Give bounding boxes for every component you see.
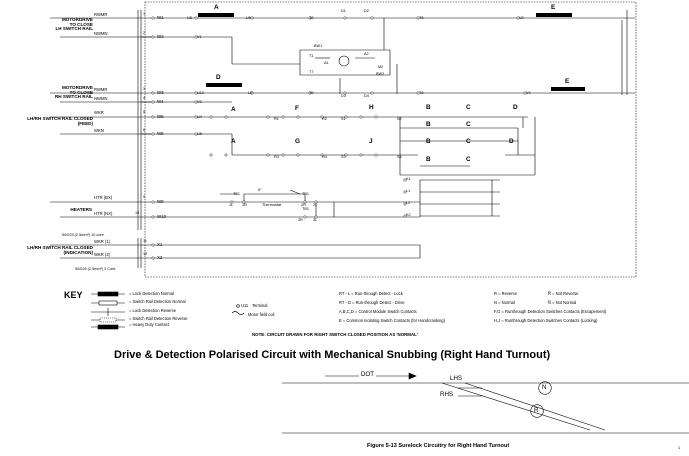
thermostat-label: Thermostat [262,203,282,207]
contact-e-top: E [551,4,556,11]
contact-c1: C [466,104,471,111]
contact-a-top: A [214,4,219,11]
terminal-x1: X1 [157,242,163,247]
wire-nwmn: NWMN [94,31,108,36]
terminal-v2: V2 [519,16,524,20]
contact-c2: C [466,121,471,128]
contact-a-mid: A [231,106,236,113]
terminal-v3: V3 [197,100,202,104]
figure-caption: Figure 5-13 Surelock Circuitry for Right Hand Turnout [367,443,510,449]
key-row: = Heavy Duty Contact [129,322,169,327]
terminal-3r: 3R [298,218,303,222]
terminal-d3: D3 [341,94,346,98]
terminal-d2: D2 [364,9,369,13]
terminal-s1: S1 [341,117,346,121]
key-row: N̅ = Not Normal [548,300,577,305]
contact-b3: B [426,138,431,145]
key-row: = Switch Rail Detection Reverse [129,316,188,321]
terminal-v1: V1 [197,35,202,39]
wire-htr-bx: HTR (BX) [94,195,113,200]
terminal-u4: U4 [197,115,202,119]
terminal-d1: D1 [341,9,346,13]
key-row: H,J = Runthrough Detection Switches Contacts (Locking) [494,318,598,323]
turnout-dot-label: DOT [361,371,375,378]
contact-j: J [369,138,373,145]
wire-htr-nx: HTR (NX) [94,211,113,216]
terminal-r3: R3 [274,155,279,159]
key-row: RT - L = Run-through Detect - Lock [339,291,403,296]
indication-label: LH/RH SWITCH RAIL CLOSED (INDICATION) [27,245,93,255]
terminal-l2: L2 [406,201,411,205]
terminal-s2: S2 [397,117,402,121]
key-terminal: Terminal [252,303,268,308]
wire-wkr-1: WKR (1) [94,239,111,244]
terminal-w1: W1 [157,15,164,20]
key-row: R = Reverse [494,291,517,296]
terminal-u5: U5 [197,132,202,136]
motordrive-rh-label: MOTORDRIVE TO CLOSE RH SWITCH RAIL [54,85,93,100]
row-number: 4 [143,96,146,100]
terminal-s3: S3 [341,155,346,159]
terminal-u8: U8 [187,16,192,20]
terminal-t7: T7 [309,70,314,74]
contact-f: F [295,105,299,112]
key-row: A,B,C,D = Control Module Switch Contacts [339,309,417,314]
terminal-w5: W5 [157,114,164,119]
turnout-n-label: N [542,384,547,391]
turnout-rhs-label: RHS [440,391,454,398]
thermostat-degree: 5° [258,188,262,192]
heater-tb1b: TB1 [302,192,309,196]
row-number: 11 [143,239,147,243]
heaters-label: HEATERS [70,207,92,212]
row-number: 9 [143,195,146,199]
motor-bw2: BW2 [376,72,385,76]
motor-bw1: BW1 [314,44,323,48]
motor-a1: A1 [324,61,329,65]
terminal-u7: U7 [248,91,253,95]
heater-tb1c: TB1 [302,207,309,211]
turnout-r-label: R [534,407,539,414]
key-row: F,G = Runthrough Detection Switches Contacts (Escapement) [494,309,607,314]
wire-nwmn-2: NWMN [94,96,108,101]
terminal-1r: 1R [242,203,247,207]
motordrive-lh-label: MOTORDRIVE TO CLOSE LH SWITCH RAIL [55,17,93,32]
terminal-u9: U9 [246,16,251,20]
terminal-r4: R4 [322,155,327,159]
contact-b4: B [426,156,431,163]
contact-d: D [216,74,221,81]
terminal-r1: R1 [274,117,279,121]
terminal-w9: W9 [157,199,164,204]
terminal-w4: W4 [157,99,164,104]
key-row: E = Common Isolating Switch Contacts (for Handcranking) [339,318,445,323]
terminal-u12: U12 [197,91,204,95]
circuit-note: NOTE: CIRCUIT DRAWN FOR RIGHT SWITCH CLOSED POSITION AS 'NORMAL' [252,332,418,337]
terminal-d4: D4 [364,94,369,98]
motor-a2: A2 [364,52,369,56]
terminal-v4: V4 [526,91,531,95]
terminal-w6: W6 [157,131,164,136]
terminal-t6: T6 [419,91,424,95]
page-mark: 1 [678,446,681,450]
key-u11: U11 [241,303,249,308]
contact-g: G [295,138,300,145]
turnout-diagram [282,373,689,433]
row-number: 3 [143,87,146,91]
key-row: N = Normal [494,300,515,305]
terminal-2l: 2L [313,203,318,207]
contact-c3: C [466,138,471,145]
terminal-l1: L1 [406,189,411,193]
terminal-w10: W10 [157,214,167,219]
terminal-s4: S4 [397,155,402,159]
wire-wkn: WKN [94,128,104,133]
wire-rwmr-2: RWMR [94,87,108,92]
contact-a-low: A [231,138,236,145]
terminal-w2: W2 [157,34,164,39]
row-number: 12 [143,252,148,256]
terminal-k1: K1 [406,177,411,181]
wire-wkr-2: WKR (2) [94,252,111,257]
key-motor-field: Motor field coil [248,312,275,317]
key-title: KEY [64,290,83,300]
wire-wkr: WKR [94,110,104,115]
contact-c4: C [466,156,471,163]
terminal-2r: 2R [301,203,306,207]
diagram-title: Drive & Detection Polarised Circuit with Mechanical Snubbing (Right Hand Turnout) [114,349,551,361]
terminal-w3: W3 [157,90,164,95]
contact-b2: B [426,121,431,128]
row-number: 10 [135,211,140,215]
terminal-k2: K2 [406,213,411,217]
row-number: 2 [143,31,146,35]
contact-h: H [369,104,374,111]
wire-rwmr: RWMR [94,12,108,17]
terminal-t8: T8 [419,16,424,20]
key-row: R̅ = Not Reverse [548,291,579,296]
key-row: = Switch Rail Detection Normal [129,299,186,304]
terminal-t9: T9 [309,91,314,95]
contact-d2: D [509,138,514,145]
contact-e-bottom: E [565,78,570,85]
heater-tb1: TB1 [233,192,240,196]
row-number: 6 [143,128,146,132]
terminal-m2: M2 [378,65,384,69]
cable-10-core-label: 50/025 (2.5mm²) 10 core [62,233,104,237]
row-number: 5 [143,110,146,114]
contact-b1: B [426,104,431,111]
key-row: = Lock Detection Normal [129,291,174,296]
terminal-t1: T1 [309,54,314,58]
row-number: 1 [143,12,146,16]
terminal-x2: X2 [157,255,163,260]
terminal-t2: T2 [309,16,314,20]
feed-label: LH/RH SWITCH RAIL CLOSED (FEED) [27,116,93,126]
terminal-1l: 1L [229,203,234,207]
key-row: = Lock Detection Reverse [129,308,176,313]
turnout-lhs-label: LHS [450,375,463,382]
key-row: RT - D = Run-through Detect - Drive [339,300,405,305]
terminal-r2: R2 [322,117,327,121]
cable-2-core-label: 50/025 (2.5mm²) 2 Core [75,267,116,271]
contact-d1: D [513,104,518,111]
equipment-boundary [145,2,636,277]
terminal-3l: 3L [313,218,318,222]
